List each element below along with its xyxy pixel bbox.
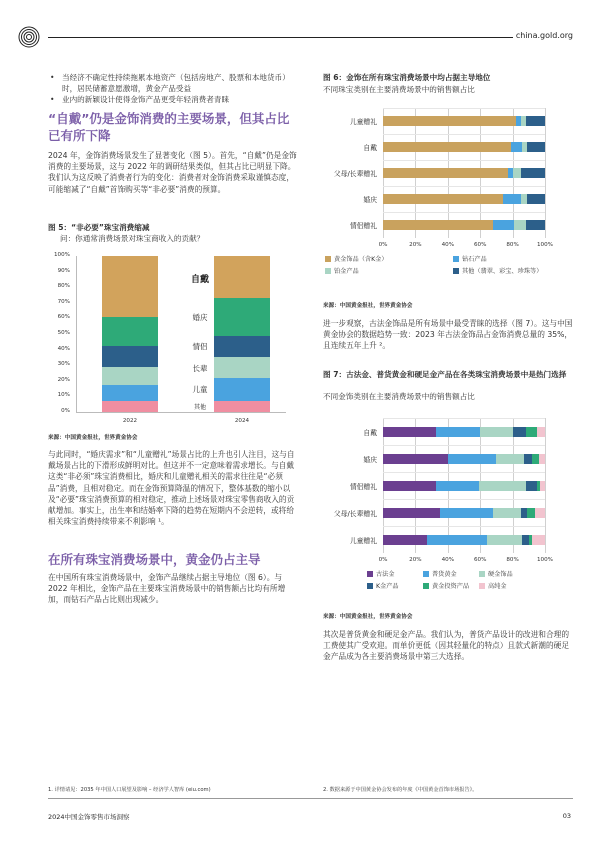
bar-segment [513,168,521,178]
bar-segment [102,367,158,386]
bar-segment [383,481,436,491]
bar-segment [436,427,480,437]
legend-swatch [325,256,331,262]
legend-swatch [479,571,485,577]
bar-segment [102,401,158,412]
section-heading: 在所有珠宝消费场景中，黄金仍占主导 [48,552,261,567]
bar-segment [527,508,535,518]
bar-segment [383,168,508,178]
series-label: 情侣 [192,342,208,352]
y-tick-label: 70% [57,298,70,305]
series-label: 儿童 [192,385,208,395]
figure-title: 图 6：金饰在所有珠宝消费场景中均占据主导地位 [323,73,491,82]
category-label: 婚庆 [363,196,377,204]
bar-segment [511,142,522,152]
legend-label: 高纯金 [488,583,507,590]
y-tick-label: 20% [57,376,70,383]
category-label: 自戴 [363,428,377,437]
legend-label: 普货黄金 [432,571,457,578]
bar-segment [427,535,487,545]
x-tick-label: 60% [473,557,487,563]
legend-swatch [367,583,373,589]
bar-segment [539,454,545,464]
x-tick-label: 40% [441,242,455,248]
row-divider [383,160,545,161]
row-divider [383,186,545,187]
gridline [545,418,546,553]
figure-source: 来源：中国黄金报社，世界黄金协会 [48,435,138,441]
legend-swatch [453,256,459,262]
figure-title: 图 7：古法金、普货黄金和硬足金产品在各类珠宝消费场景中是热门选择 [323,370,567,379]
legend-item [367,569,395,578]
bar-segment [526,220,545,230]
legend-label: K金产品 [376,583,399,590]
y-tick-label: 40% [57,345,70,352]
bar-segment [440,508,493,518]
y-tick-label: 80% [57,283,70,290]
bar-segment [513,427,526,437]
y-tick-label: 90% [57,267,70,274]
x-tick-label: 2022 [122,418,138,424]
legend-item [453,254,487,263]
legend-swatch [423,571,429,577]
header-divider [48,37,513,38]
y-axis-line [76,256,77,412]
gridline [545,108,546,238]
legend-item [479,569,513,578]
logo-icon [18,26,40,48]
legend-item [423,569,457,578]
category-label: 情侣赠礼 [349,482,377,491]
legend-label: 黄金饰品（含K金） [334,256,388,263]
bar-segment [503,194,521,204]
bar-segment [102,385,158,401]
series-label: 其他 [193,403,206,411]
legend-item [423,581,469,590]
bar-segment [522,535,528,545]
bar-segment [527,142,545,152]
bullet-item: • 当经济不确定性持续拖累本地资产（包括房地产、股票和本地货币）时，居民储蓄意愿激增，黄金产品受益 [50,73,290,93]
fig5-chart [48,250,298,430]
y-tick-label: 60% [57,314,70,321]
bar-segment [383,508,440,518]
site-url[interactable]: china.gold.org [515,31,573,40]
paragraph: 其次是普货黄金和硬足金产品。我们认为，普货产品设计的改进和合理的工费使其广受欢迎。而单价更低（因其轻量化的特点）且款式新潮的硬足金产品成为各主要消费场景中第三大选择。 [323,630,570,662]
bar-segment [383,142,511,152]
bar-segment [480,427,512,437]
bar-segment [383,535,427,545]
y-tick-label: 30% [57,361,70,368]
x-axis-line [76,412,286,413]
bar-segment [540,481,545,491]
x-tick-label: 40% [441,557,455,563]
fig6-chart [323,100,573,290]
figure-source: 来源：中国黄金报社，世界黄金协会 [323,303,413,309]
category-label: 婚庆 [363,455,377,464]
x-tick-label: 100% [537,557,553,563]
bar-segment [383,116,516,126]
figure-subtitle: 不同珠宝类别在主要消费场景中的销售额占比 [323,85,475,94]
legend-item [479,581,507,590]
bar-segment [102,256,158,317]
row-divider [383,134,545,135]
y-tick-label: 100% [54,252,70,258]
x-tick-label: 2024 [234,418,250,424]
bullet-text: 业内的新颖设计使得金饰产品更受年轻消费者青睐 [62,95,230,104]
bar-segment [537,427,545,437]
row-divider [383,499,545,500]
x-tick-label: 20% [409,242,422,248]
bar-segment [436,481,478,491]
bar-segment [496,454,524,464]
bar-segment [526,481,537,491]
x-tick-label: 0% [378,242,388,248]
x-tick-label: 100% [537,242,553,248]
figure-title: 图 5：“非必要”珠宝消费缩减 [48,223,150,232]
legend-swatch [367,571,373,577]
bar-segment [487,535,523,545]
bar-segment [527,194,545,204]
y-tick-label: 0% [61,408,70,414]
category-label: 儿童赠礼 [349,118,377,126]
bar-segment [532,454,538,464]
bar-segment [448,454,497,464]
figure-source: 来源：中国黄金报社，世界黄金协会 [323,614,413,620]
legend-swatch [453,268,459,274]
bar-segment [535,508,545,518]
bar-segment [493,220,514,230]
bar-segment [102,346,158,366]
bar-segment [102,317,158,347]
legend-item [367,581,399,590]
row-divider [383,526,545,527]
category-label: 自戴 [363,144,377,152]
row-divider [383,472,545,473]
series-label: 长辈 [192,363,208,373]
bar-segment [493,508,521,518]
bar-segment [521,508,527,518]
row-divider [383,445,545,446]
legend-label: 其他（翡翠、彩宝、珍珠等） [462,268,543,275]
legend-label: 硬金饰品 [488,571,513,578]
series-label: 自戴 [190,275,209,286]
paragraph: 在中国所有珠宝消费场景中，金饰产品继续占据主导地位（图 6）。与 2022 年相比，金饰产品在主要珠宝消费场景中的销售额占比均有所增加，而钻石产品占比则出现减少。 [48,573,286,605]
x-tick-label: 20% [409,557,422,563]
legend-label: 古法金 [376,571,395,578]
page-number: 03 [562,812,571,820]
paragraph: 2024 年，金饰消费场景发生了显著变化（图 5）。首先，“自戴”仍是金饰消费的主要场景，这与 2022 年的调研结果类似，但其占比已明显下降。我们认为这反映了消费者行为的变化：消费者对金饰消费采取谨慎态度，可能缩减了“自戴”首饰购买等“非必要”消费的预算。 [48,151,297,194]
category-label: 儿童赠礼 [349,536,377,545]
bar-segment [383,427,436,437]
section-heading: “自戴”仍是金饰消费的主要场景，但其占比已有所下降 [48,111,290,143]
x-tick-label: 60% [473,242,487,248]
row-divider [383,108,545,109]
legend-item [325,254,388,263]
legend-label: 铂金产品 [334,268,359,275]
paragraph: 与此同时，“婚庆需求”和“儿童赠礼”场景占比的上升也引人注目，这与自戴场景占比的下滑形成鲜明对比。但这并不一定意味着需求增长。与自戴这类“非必须”珠宝消费相比，婚庆和儿童赠礼相关的需求往往是“必须品”消费，且相对稳定。而在金饰预算降温的情况下，整体基数的缩小以及“必要”珠宝消费预算的相对稳定，推动上述场景对珠宝零售商收入的贡献增加。事实上，出生率和结婚率下降的趋势在短期内不会逆转，或将给相关珠宝消费持续带来不利影响 ¹。 [48,450,295,527]
row-divider [383,418,545,419]
paragraph: 进一步观察，古法金饰品是所有场景中最受青睐的选择（图 7）。这与中国黄金协会的数据趋势一致：2023 年古法金饰品占金饰消费总量的 35%，且连续五年上升 ²。 [323,319,573,351]
footnote[interactable]: 1. 详情请见：2035 年中国人口展望及影响 – 经济学人智库 (eiu.com) [48,787,211,793]
x-tick-label: 80% [506,242,519,248]
x-tick-label: 80% [506,557,519,563]
bar-segment [524,454,532,464]
bullet-text: 当经济不确定性持续拖累本地资产（包括房地产、股票和本地货币）时，居民储蓄意愿激增，黄金产品受益 [62,73,290,93]
bar-segment [526,427,537,437]
bar-segment [521,168,545,178]
bar-segment [479,481,526,491]
bar-segment [521,194,527,204]
bar-segment [532,535,545,545]
bar-segment [514,220,525,230]
footnote: 2. 数据来源于中国黄金协会发布的年度《中国黄金首饰市场报告》。 [323,787,478,793]
row-divider [383,212,545,213]
bullet-item: • 业内的新颖设计使得金饰产品更受年轻消费者青睐 [50,95,230,104]
category-label: 情侣赠礼 [349,222,377,230]
fig7-chart [323,410,573,605]
legend-swatch [479,583,485,589]
footer-divider [48,798,573,799]
y-tick-label: 10% [57,392,70,399]
series-label: 婚庆 [192,312,208,322]
bar-segment [383,194,503,204]
legend-swatch [325,268,331,274]
footer-title: 2024中国金饰零售市场洞察 [48,813,130,821]
category-label: 父母/长辈赠礼 [333,170,377,178]
category-label: 父母/长辈赠礼 [333,509,377,518]
bar-segment [383,454,448,464]
bar-segment [526,116,545,126]
y-tick-label: 50% [57,330,70,336]
legend-item [453,266,542,275]
figure-subtitle: 问：你通常消费场景对珠宝商收入的贡献？ [60,234,205,243]
legend-label: 钻石产品 [462,256,487,263]
bar-segment [383,220,493,230]
legend-swatch [423,583,429,589]
x-tick-label: 0% [378,557,388,563]
legend-item [325,266,359,275]
legend-label: 黄金投资产品 [432,583,470,590]
figure-subtitle: 不同金饰类别在主要消费场景中的销售额占比 [323,392,475,401]
